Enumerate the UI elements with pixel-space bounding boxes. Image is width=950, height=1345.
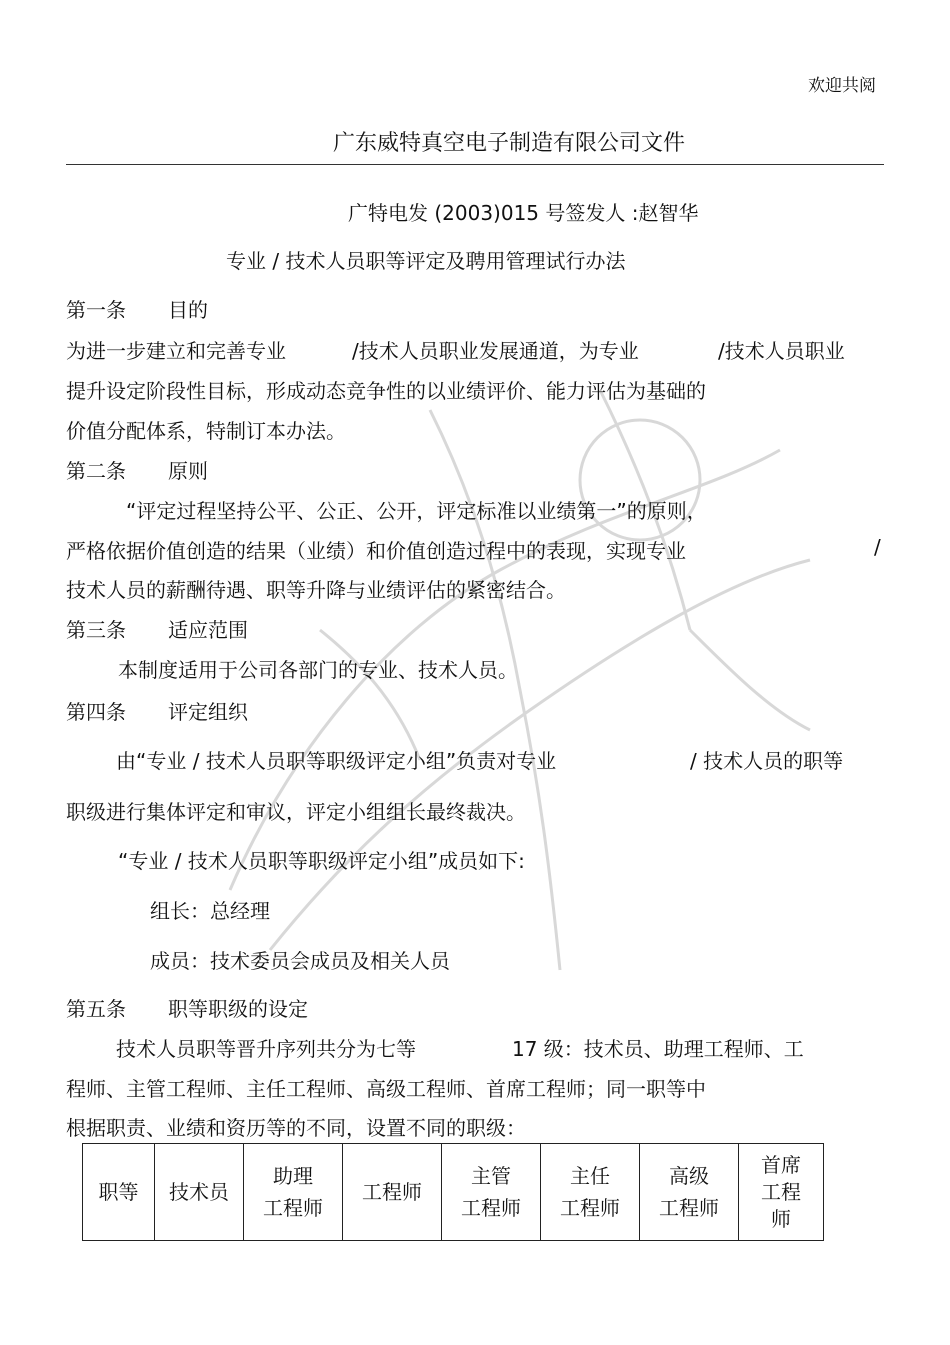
section-5-heading: 第五条 xyxy=(66,997,126,1021)
section-5-subject: 职等职级的设定 xyxy=(168,997,308,1021)
section-1-line: 为进一步建立和完善专业 xyxy=(66,339,286,363)
section-4-subject: 评定组织 xyxy=(168,700,248,724)
table-cell: 主管 工程师 xyxy=(442,1144,541,1241)
grade-table xyxy=(82,1143,824,1241)
table-cell: 首席 工程 师 xyxy=(739,1144,824,1241)
table-cell: 高级 工程师 xyxy=(640,1144,739,1241)
section-1-line: 价值分配体系，特制订本办法。 xyxy=(66,419,346,443)
section-5-line: 技术人员职等晋升序列共分为七等 xyxy=(116,1037,416,1061)
section-2-line: “评定过程坚持公平、公正、公开，评定标准以业绩第一”的原则， xyxy=(126,499,707,523)
section-4-line: 由“专业 / 技术人员职等职级评定小组”负责对专业 xyxy=(116,749,557,773)
section-2-line: 技术人员的薪酬待遇、职等升降与业绩评估的紧密结合。 xyxy=(66,578,566,602)
section-4-line: 组长：总经理 xyxy=(150,899,270,923)
section-1-heading: 第一条 xyxy=(66,298,126,322)
section-4-heading: 第四条 xyxy=(66,700,126,724)
section-2-line: 严格依据价值创造的结果（业绩）和价值创造过程中的表现，实现专业 xyxy=(66,539,686,563)
section-3-subject: 适应范围 xyxy=(168,618,248,642)
header-divider xyxy=(66,164,884,165)
table-cell: 主任 工程师 xyxy=(541,1144,640,1241)
table-cell: 助理 工程师 xyxy=(244,1144,343,1241)
section-1-line: /技术人员职业 xyxy=(718,339,845,363)
section-1-line: 提升设定阶段性目标，形成动态竞争性的以业绩评价、能力评估为基础的 xyxy=(66,379,706,403)
section-5-line: 17 级：技术员、助理工程师、工 xyxy=(512,1037,804,1061)
section-3-heading: 第三条 xyxy=(66,618,126,642)
corner-note: 欢迎共阅 xyxy=(808,76,876,96)
section-5-line: 程师、主管工程师、主任工程师、高级工程师、首席工程师；同一职等中 xyxy=(66,1077,706,1101)
section-4-line: 职级进行集体评定和审议，评定小组组长最终裁决。 xyxy=(66,800,526,824)
table-row xyxy=(83,1144,824,1241)
document-number: 广特电发 (2003)015 号签发人 :赵智华 xyxy=(348,201,699,225)
section-5-line: 根据职责、业绩和资历等的不同，设置不同的职级： xyxy=(66,1116,526,1140)
section-1-subject: 目的 xyxy=(168,298,208,322)
section-1-line: /技术人员职业发展通道，为专业 xyxy=(352,339,639,363)
section-4-line: “专业 / 技术人员职等职级评定小组”成员如下: xyxy=(118,849,525,873)
section-2-line: / xyxy=(874,535,881,559)
table-header-cell: 职等 xyxy=(83,1144,155,1241)
section-3-line: 本制度适用于公司各部门的专业、技术人员。 xyxy=(118,658,518,682)
table-cell: 工程师 xyxy=(343,1144,442,1241)
section-4-line: 成员：技术委员会成员及相关人员 xyxy=(150,949,450,973)
section-2-subject: 原则 xyxy=(168,459,208,483)
section-4-line: / 技术人员的职等 xyxy=(690,749,844,773)
company-title: 广东威特真空电子制造有限公司文件 xyxy=(333,131,686,156)
section-2-heading: 第二条 xyxy=(66,459,126,483)
table-cell: 技术员 xyxy=(155,1144,244,1241)
document-title: 专业 / 技术人员职等评定及聘用管理试行办法 xyxy=(226,249,626,273)
